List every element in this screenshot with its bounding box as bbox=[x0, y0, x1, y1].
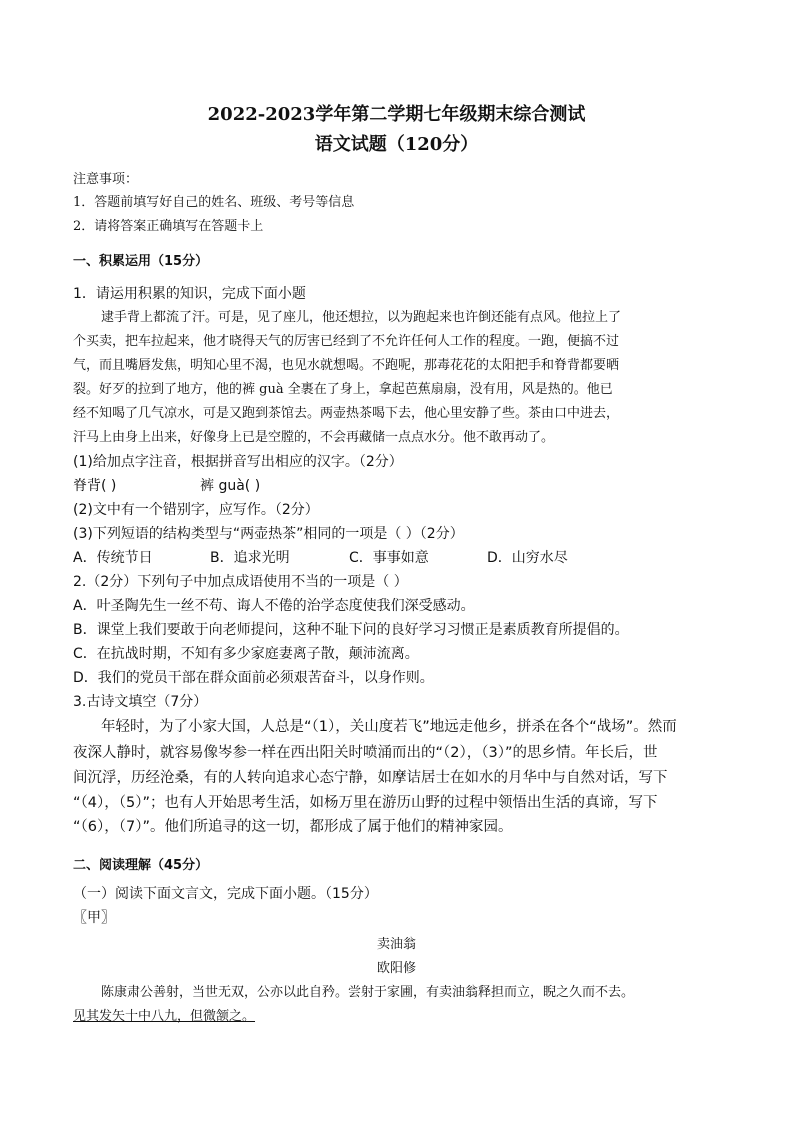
q3-line: “（4），（5）”；也有人开始思考生活，如杨万里在游历山野的过程中领悟出生活的真谛，写下 bbox=[73, 795, 658, 811]
q1-option: C．事事如意 bbox=[349, 550, 429, 566]
q1-sub1: (1)给加点字注音，根据拼音写出相应的汉字。（2分） bbox=[73, 454, 403, 470]
jia-label: 〖甲〗 bbox=[73, 910, 115, 926]
classical-text-line: 陈康肃公善射，当世无双，公亦以此自矜。尝射于家圃，有卖油翁释担而立，睨之久而不去。 bbox=[101, 985, 635, 1000]
q1-sub3: (3)下列短语的结构类型与“两壶热茶”相同的一项是（ ）（2分） bbox=[73, 526, 464, 542]
q1-stem: 1．请运用积累的知识，完成下面小题 bbox=[73, 286, 306, 302]
q1-sub2: (2)文中有一个错别字，应写作。（2分） bbox=[73, 502, 319, 518]
passage-line: 汗马上由身上出来，好像身上已是空膛的，不会再藏储一点点水分。他不敢再动了。 bbox=[73, 430, 555, 445]
exam-title: 2022-2023学年第二学期七年级期末综合测试 bbox=[207, 104, 586, 125]
passage-line: 个买卖，把车拉起来，他才晓得天气的厉害已经到了不允许任何人工作的程度。一跑，便搞不过 bbox=[73, 334, 620, 349]
classical-text-author: 欧阳修 bbox=[376, 961, 416, 976]
q1-sub1-blank-a: 脊背( ) bbox=[73, 478, 117, 494]
q2-option: B．课堂上我们要敢于向老师提问，这种不耻下问的良好学习习惯正是素质教育所提倡的。 bbox=[73, 622, 629, 638]
q1-option: A．传统节日 bbox=[73, 550, 153, 566]
q1-option: D．山穷水尽 bbox=[487, 550, 568, 566]
q3-line: “（6），（7）”。他们所追寻的这一切，都形成了属于他们的精神家园。 bbox=[73, 819, 513, 835]
notes-item: 1．答题前填写好自己的姓名、班级、考号等信息 bbox=[73, 195, 355, 210]
passage-line: 裂。好歹的拉到了地方，他的裤 guà 全裹在了身上，拿起芭蕉扇扇，没有用，风是热的。他已 bbox=[73, 382, 613, 397]
q1-sub1-blank-b: 裤 guà( ) bbox=[200, 478, 261, 494]
passage-line: 逮手背上都流了汗。可是，见了座儿，他还想拉，以为跑起来也许倒还能有点风。他拉上了 bbox=[101, 310, 622, 325]
section2-part1: （一）阅读下面文言文，完成下面小题。（15分） bbox=[73, 886, 378, 902]
classical-text-title: 卖油翁 bbox=[376, 937, 416, 952]
q3-line: 间沉浮，历经沧桑，有的人转向追求心态宁静，如摩诘居士在如水的月华中与自然对话，写下 bbox=[73, 770, 668, 786]
q3-line: 年轻时，为了小家大国，人总是“（1），关山度若飞”地远走他乡，拼杀在各个“战场”。然而 bbox=[101, 719, 677, 735]
q2-option: C．在抗战时期，不知有多少家庭妻离子散，颠沛流离。 bbox=[73, 646, 419, 662]
q2-stem: 2.（2分）下列句子中加点成语使用不当的一项是（ ） bbox=[73, 574, 408, 590]
passage-line: 经不知喝了几气凉水，可是又跑到茶馆去。两壶热茶喝下去，他心里安静了些。茶由口中进去， bbox=[73, 406, 620, 421]
notes-heading: 注意事项： bbox=[73, 172, 139, 187]
q2-option: D．我们的党员干部在群众面前必须艰苦奋斗，以身作则。 bbox=[73, 670, 434, 686]
passage-line: 气，而且嘴唇发焦，明知心里不渴，也见水就想喝。不跑呢，那毒花花的太阳把手和脊背都要晒 bbox=[73, 358, 620, 373]
q3-line: 夜深人静时，就容易像岑参一样在西出阳关时喷涌而出的“（2），（3）”的思乡情。年长后，世 bbox=[73, 745, 658, 761]
classical-text-line-underlined: 见其发矢十中八九，但微颔之。 bbox=[73, 1009, 256, 1024]
section1-heading: 一、积累运用（15分） bbox=[73, 254, 209, 269]
q1-option: B．追求光明 bbox=[210, 550, 290, 566]
q3-stem: 3.古诗文填空（7分） bbox=[73, 694, 208, 710]
exam-subtitle: 语文试题（120分） bbox=[314, 134, 479, 155]
section2-heading: 二、阅读理解（45分） bbox=[73, 858, 209, 873]
q2-option: A．叶圣陶先生一丝不苟、诲人不倦的治学态度使我们深受感动。 bbox=[73, 598, 475, 614]
notes-item: 2．请将答案正确填写在答题卡上 bbox=[73, 219, 264, 234]
